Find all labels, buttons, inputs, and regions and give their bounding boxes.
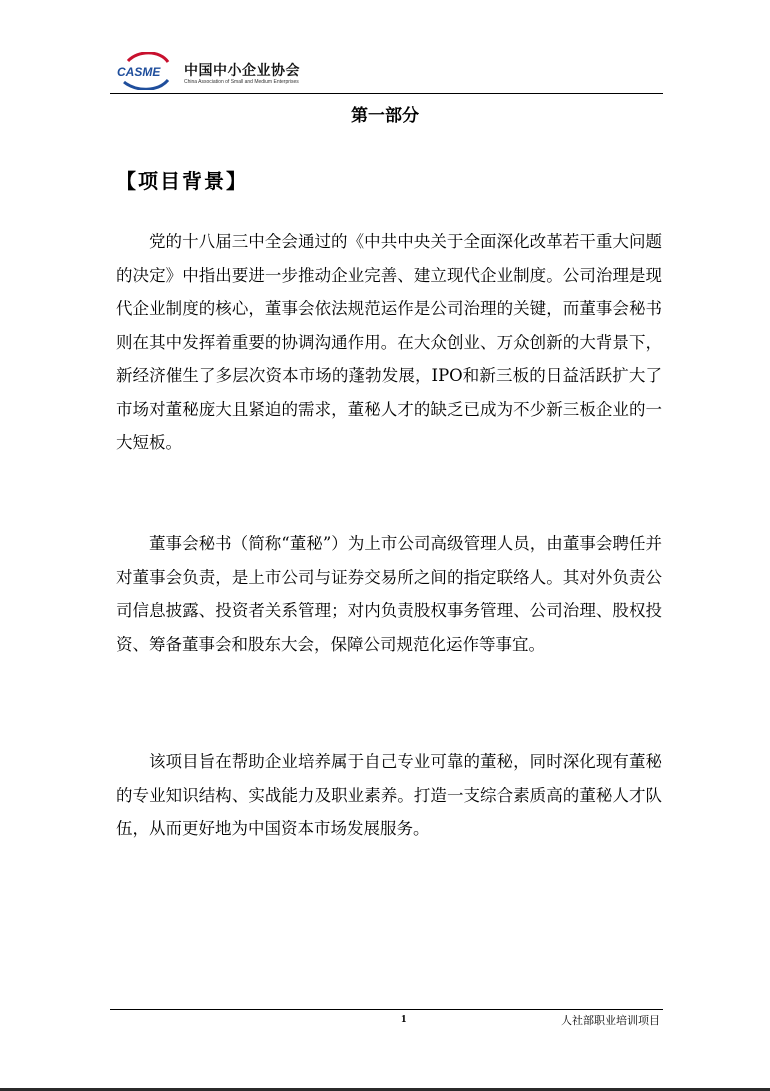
paragraph-1: 党的十八届三中全会通过的《中共中央关于全面深化改革若干重大问题的决定》中指出要进一步推动企业完善、建立现代企业制度。公司治理是现代企业制度的核心，董事会依法规范运作是公司治理的关键，而董事会秘书则在其中发挥着重要的协调沟通作用。在大众创业、万众创新的大背景下，新经济催生了多层次资本市场的蓬勃发展，IPO和新三板的日益活跃扩大了市场对董秘庞大且紧迫的需求，董秘人才的缺乏已成为不少新三板企业的一大短板。 bbox=[116, 232, 662, 452]
footer-divider bbox=[110, 1009, 663, 1010]
page-title: 第一部分 bbox=[351, 106, 419, 126]
section-title: 【项目背景】 bbox=[116, 169, 248, 193]
org-name-cn: 中国中小企业协会 bbox=[184, 63, 300, 79]
page-number: 1 bbox=[401, 1013, 407, 1025]
paragraph-3: 该项目旨在帮助企业培养属于自己专业可靠的董秘，同时深化现有董秘的专业知识结构、实战能力及职业素养。打造一支综合素质高的董秘人才队伍，从而更好地为中国资本市场发展服务。 bbox=[116, 752, 662, 838]
casme-logo bbox=[114, 52, 178, 90]
page-header bbox=[110, 50, 663, 94]
org-name-en: China Association of Small and Medium Enterprises bbox=[184, 79, 299, 85]
paragraph-2: 董事会秘书（简称“董秘”）为上市公司高级管理人员，由董事会聘任并对董事会负责，是上市公司与证券交易所之间的指定联络人。其对外负责公司信息披露、投资者关系管理；对内负责股权事务管理、公司治理、股权投资、筹备董事会和股东大会，保障公司规范化运作等事宜。 bbox=[116, 534, 662, 654]
footer-label: 人社部职业培训项目 bbox=[561, 1014, 660, 1027]
logo-wordmark: CASME bbox=[117, 65, 161, 79]
header-divider bbox=[110, 93, 663, 94]
